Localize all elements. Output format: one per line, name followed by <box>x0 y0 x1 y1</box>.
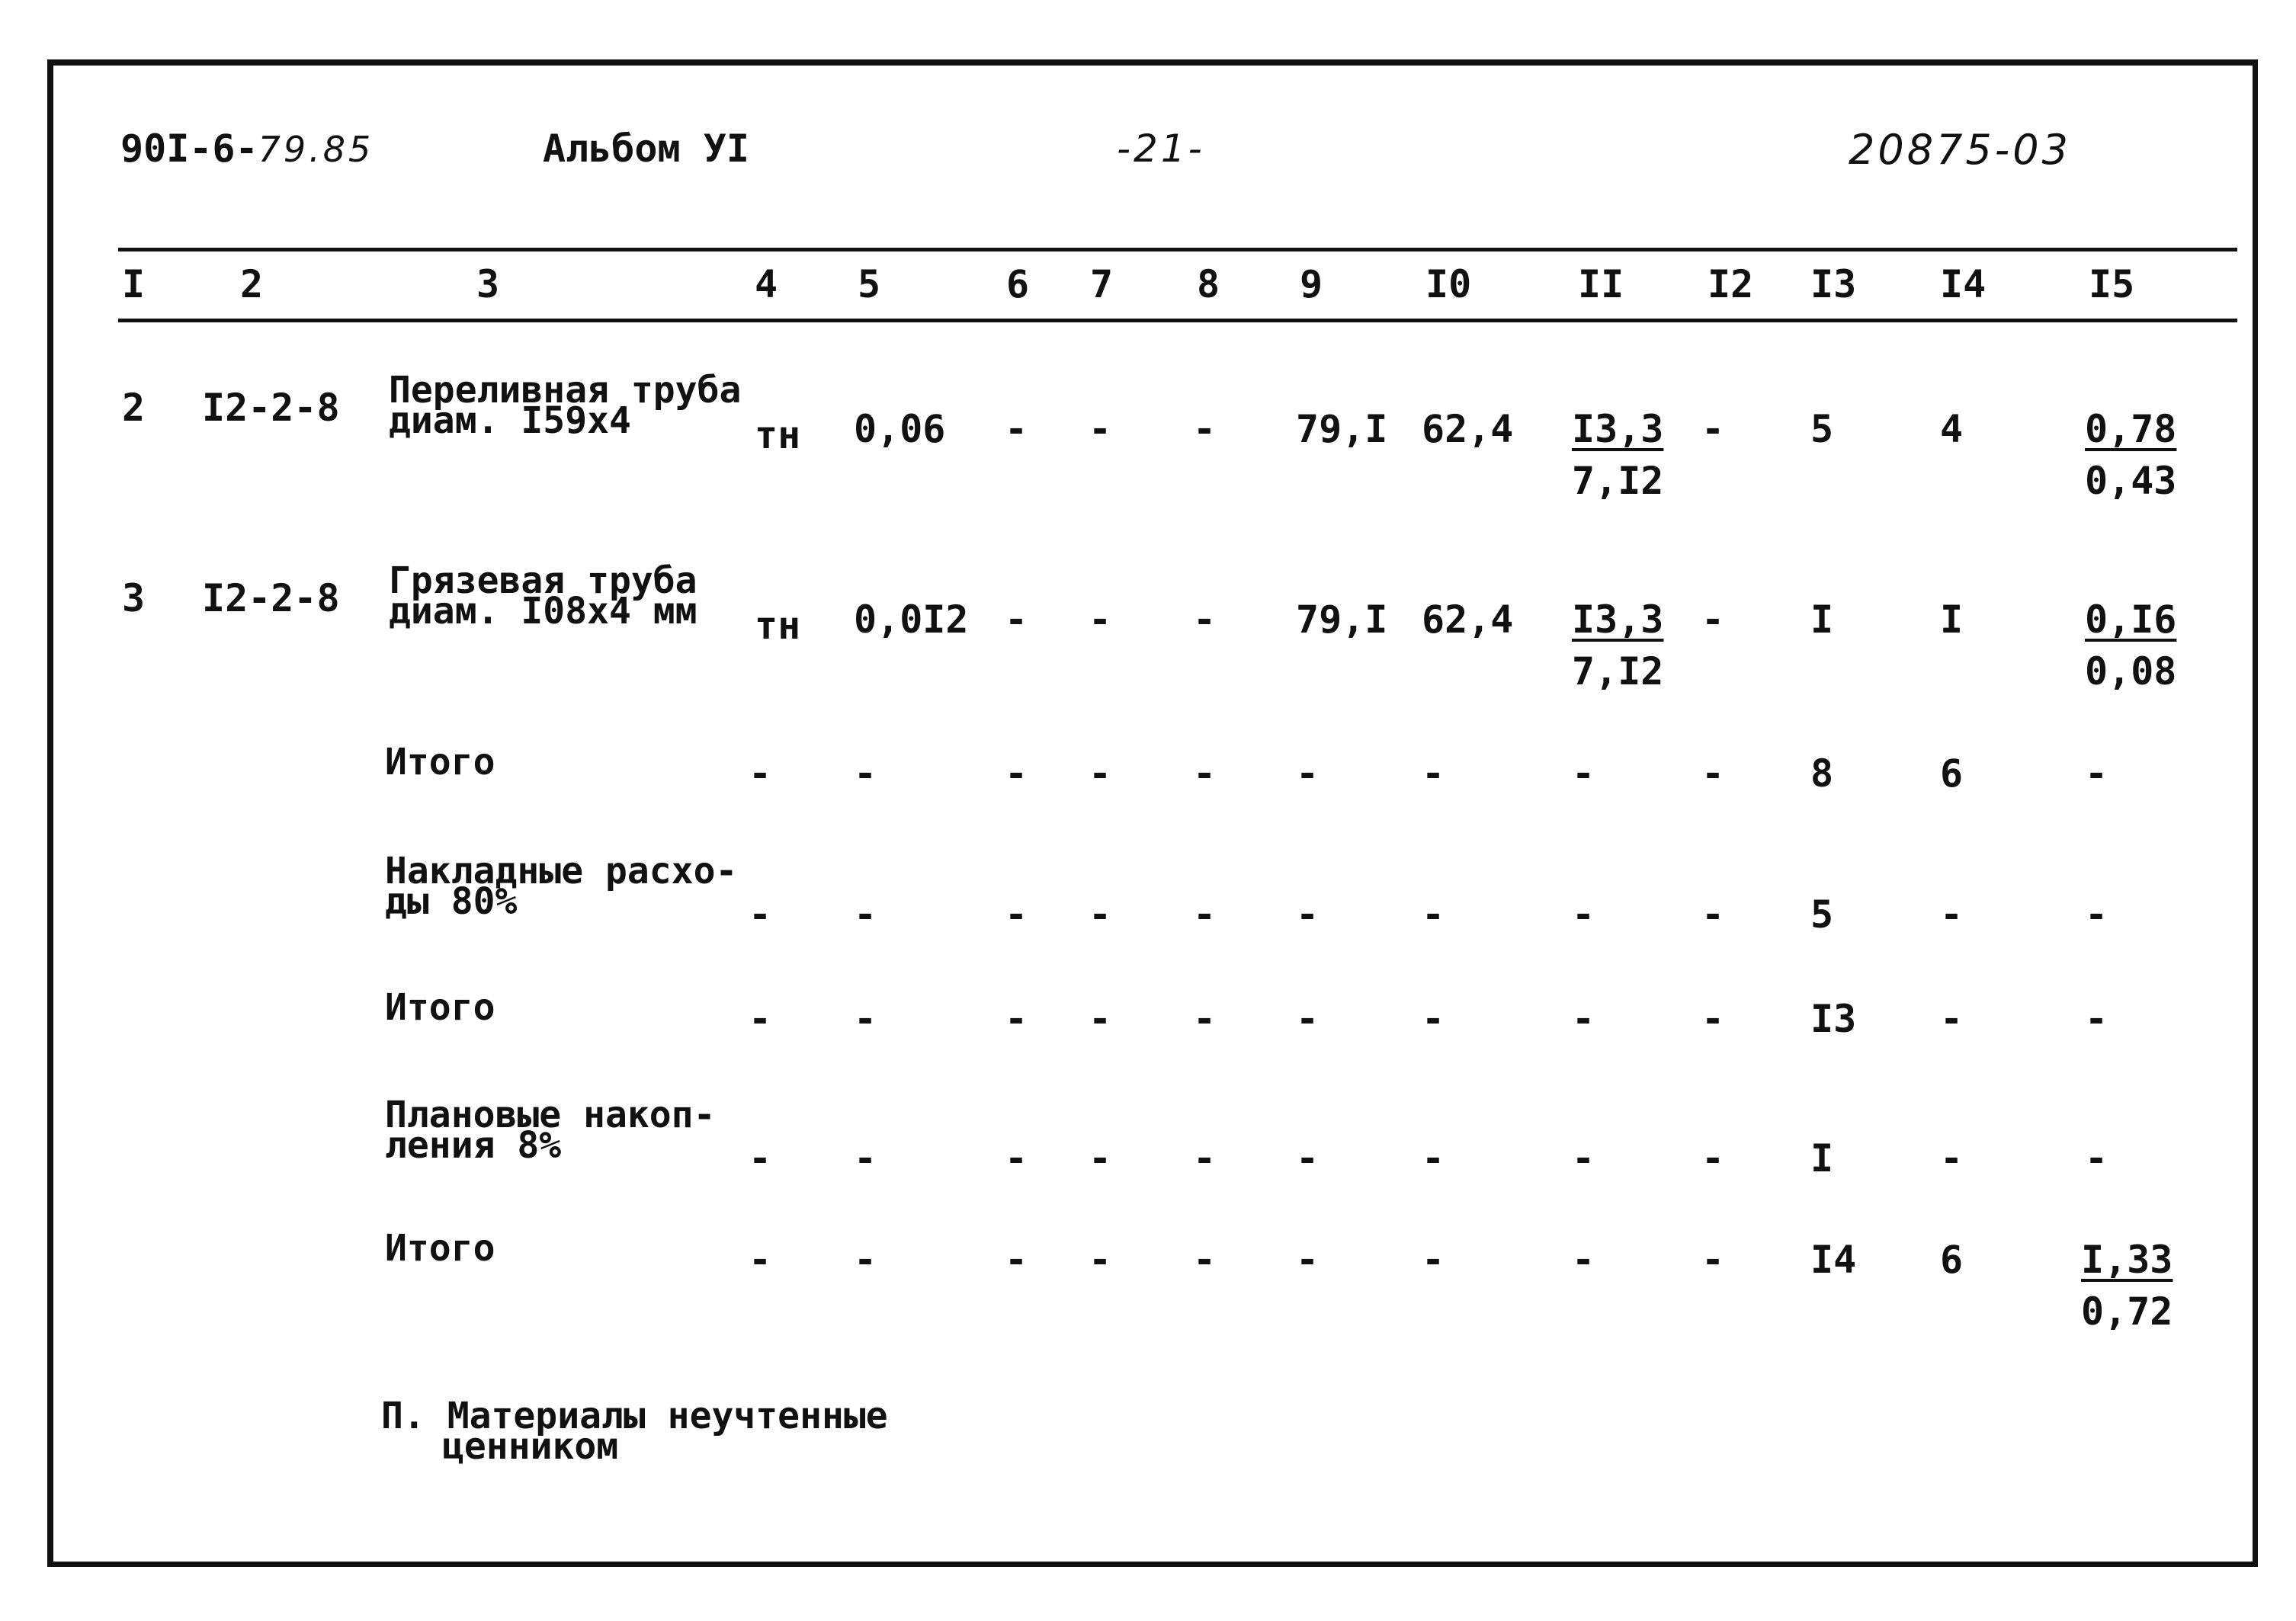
summary-col15-value-top: I,33 <box>2081 1238 2173 1282</box>
summary-c5-value: - <box>854 997 877 1041</box>
document-frame <box>47 59 2258 1567</box>
summary-col15-value: - <box>2085 892 2108 937</box>
summary-label <box>385 1094 716 1167</box>
summary-c11-value: - <box>1572 892 1595 937</box>
summary-c10-value: - <box>1422 997 1445 1041</box>
summary-label-line2: ды 80% <box>385 880 518 923</box>
column-number: 7 <box>1090 262 1114 306</box>
summary-c6-value: - <box>1005 751 1028 796</box>
summary-label <box>385 850 738 923</box>
section-line1: П. Материалы неучтенные <box>381 1395 888 1437</box>
summary-c11-value: - <box>1572 1136 1595 1181</box>
project-number: 20875-03 <box>1849 126 2071 174</box>
col12-value: - <box>1701 407 1725 451</box>
summary-c9-value: - <box>1296 1238 1320 1282</box>
col14-value: I <box>1940 597 1964 642</box>
album-label: Альбом УI <box>543 127 749 171</box>
item-name <box>389 559 697 633</box>
table-top-rule <box>118 248 2237 251</box>
summary-c11-value: - <box>1572 751 1595 796</box>
summary-c10-value: - <box>1422 1238 1445 1282</box>
column-number: 2 <box>240 262 264 306</box>
summary-c5-value: - <box>854 1238 877 1282</box>
summary-c7-value: - <box>1089 1238 1112 1282</box>
row-number: 3 <box>122 576 146 620</box>
column-number: 8 <box>1197 262 1220 306</box>
column-number: 6 <box>1006 262 1030 306</box>
column-number: I <box>122 262 146 306</box>
quantity: 0,0I2 <box>854 597 969 642</box>
summary-c12-value: - <box>1701 1136 1725 1181</box>
summary-c7-value: - <box>1089 892 1112 937</box>
summary-label <box>385 1227 495 1270</box>
summary-col15-value: - <box>2085 997 2108 1041</box>
summary-col15-value-bottom: 0,72 <box>2081 1289 2173 1334</box>
summary-c8-value: - <box>1193 997 1217 1041</box>
summary-c12-value: - <box>1701 1238 1725 1282</box>
summary-c11-value: - <box>1572 1238 1595 1282</box>
summary-c5-value: - <box>854 1136 877 1181</box>
item-name <box>389 369 742 442</box>
summary-col14-value: 6 <box>1940 1238 1964 1282</box>
summary-label-line1: Плановые накоп- <box>385 1094 716 1136</box>
col7-value: - <box>1089 597 1112 642</box>
summary-c6-value: - <box>1005 997 1028 1041</box>
col15-value-bottom: 0,43 <box>2085 459 2177 503</box>
column-number: 5 <box>858 262 881 306</box>
column-number: 9 <box>1300 262 1323 306</box>
row-number: 2 <box>122 386 146 430</box>
summary-c7-value: - <box>1089 997 1112 1041</box>
summary-col15-value: - <box>2085 1136 2108 1181</box>
summary-c7-value: - <box>1089 1136 1112 1181</box>
section-line2: ценником <box>442 1425 619 1468</box>
table-header-rule <box>118 319 2237 322</box>
col12-value: - <box>1701 597 1725 642</box>
item-name-line2: диам. I08x4 мм <box>389 590 697 633</box>
summary-c9-value: - <box>1296 751 1320 796</box>
col13-value: 5 <box>1810 407 1834 451</box>
rate-code: I2-2-8 <box>202 386 340 430</box>
summary-c6-value: - <box>1005 1136 1028 1181</box>
column-number: I4 <box>1940 262 1987 306</box>
summary-col14-value: 6 <box>1940 751 1964 796</box>
summary-c12-value: - <box>1701 997 1725 1041</box>
summary-col14-value: - <box>1940 997 1964 1041</box>
summary-c8-value: - <box>1193 751 1217 796</box>
summary-col13-value: I4 <box>1810 1238 1857 1282</box>
summary-col13-value: I3 <box>1810 997 1857 1041</box>
col14-value: 4 <box>1940 407 1964 451</box>
unit: тн <box>755 604 801 648</box>
summary-c4-value: - <box>749 997 772 1041</box>
col8-value: - <box>1193 597 1217 642</box>
summary-col14-value: - <box>1940 1136 1964 1181</box>
column-number: 3 <box>476 262 500 306</box>
section-heading <box>381 1395 888 1468</box>
summary-c9-value: - <box>1296 997 1320 1041</box>
summary-label-line1: Накладные расхо- <box>385 850 738 892</box>
column-number: 4 <box>755 262 778 306</box>
col10-value: 62,4 <box>1422 597 1514 642</box>
summary-c7-value: - <box>1089 751 1112 796</box>
summary-c8-value: - <box>1193 1136 1217 1181</box>
col11-value-top: I3,3 <box>1572 597 1664 642</box>
doc-code-printed: 90I-6- <box>120 127 258 171</box>
summary-c12-value: - <box>1701 751 1725 796</box>
item-name-line2: диам. I59x4 <box>389 399 631 442</box>
column-number: I0 <box>1425 262 1472 306</box>
col11-value-top: I3,3 <box>1572 407 1664 451</box>
quantity: 0,06 <box>854 407 946 451</box>
summary-c9-value: - <box>1296 1136 1320 1181</box>
summary-c4-value: - <box>749 1136 772 1181</box>
item-name-line1: Переливная труба <box>389 369 742 412</box>
col9-value: 79,I <box>1296 407 1388 451</box>
summary-c5-value: - <box>854 751 877 796</box>
summary-c6-value: - <box>1005 892 1028 937</box>
summary-c8-value: - <box>1193 892 1217 937</box>
summary-col13-value: 8 <box>1810 751 1834 796</box>
summary-label <box>385 741 495 783</box>
col6-value: - <box>1005 597 1028 642</box>
summary-c4-value: - <box>749 892 772 937</box>
col9-value: 79,I <box>1296 597 1388 642</box>
col11-value-bottom: 7,I2 <box>1572 649 1664 694</box>
summary-label-line1: Итого <box>385 986 495 1029</box>
page-number: -21- <box>1117 127 1205 171</box>
summary-c10-value: - <box>1422 751 1445 796</box>
col6-value: - <box>1005 407 1028 451</box>
column-number: I2 <box>1708 262 1754 306</box>
summary-c6-value: - <box>1005 1238 1028 1282</box>
col11-value-bottom: 7,I2 <box>1572 459 1664 503</box>
col10-value: 62,4 <box>1422 407 1514 451</box>
summary-c9-value: - <box>1296 892 1320 937</box>
rate-code: I2-2-8 <box>202 576 340 620</box>
summary-label-line2: ления 8% <box>385 1124 562 1167</box>
summary-c10-value: - <box>1422 892 1445 937</box>
unit: тн <box>755 413 801 457</box>
summary-col15-value: - <box>2085 751 2108 796</box>
column-number: I3 <box>1810 262 1857 306</box>
col15-value-bottom: 0,08 <box>2085 649 2177 694</box>
summary-col13-value: 5 <box>1810 892 1834 937</box>
summary-c10-value: - <box>1422 1136 1445 1181</box>
summary-c5-value: - <box>854 892 877 937</box>
col13-value: I <box>1810 597 1834 642</box>
summary-label-line1: Итого <box>385 1227 495 1270</box>
col15-value-top: 0,78 <box>2085 407 2177 451</box>
doc-code-handwritten: 79.85 <box>258 129 374 170</box>
summary-col14-value: - <box>1940 892 1964 937</box>
summary-c4-value: - <box>749 1238 772 1282</box>
summary-c11-value: - <box>1572 997 1595 1041</box>
doc-code <box>120 127 374 171</box>
summary-c8-value: - <box>1193 1238 1217 1282</box>
col8-value: - <box>1193 407 1217 451</box>
col7-value: - <box>1089 407 1112 451</box>
summary-c4-value: - <box>749 751 772 796</box>
summary-col13-value: I <box>1810 1136 1834 1181</box>
summary-label <box>385 986 495 1029</box>
summary-c12-value: - <box>1701 892 1725 937</box>
column-number: I5 <box>2089 262 2135 306</box>
summary-label-line1: Итого <box>385 741 495 783</box>
col15-value-top: 0,I6 <box>2085 597 2177 642</box>
item-name-line1: Грязевая труба <box>389 559 697 602</box>
column-number: II <box>1578 262 1624 306</box>
